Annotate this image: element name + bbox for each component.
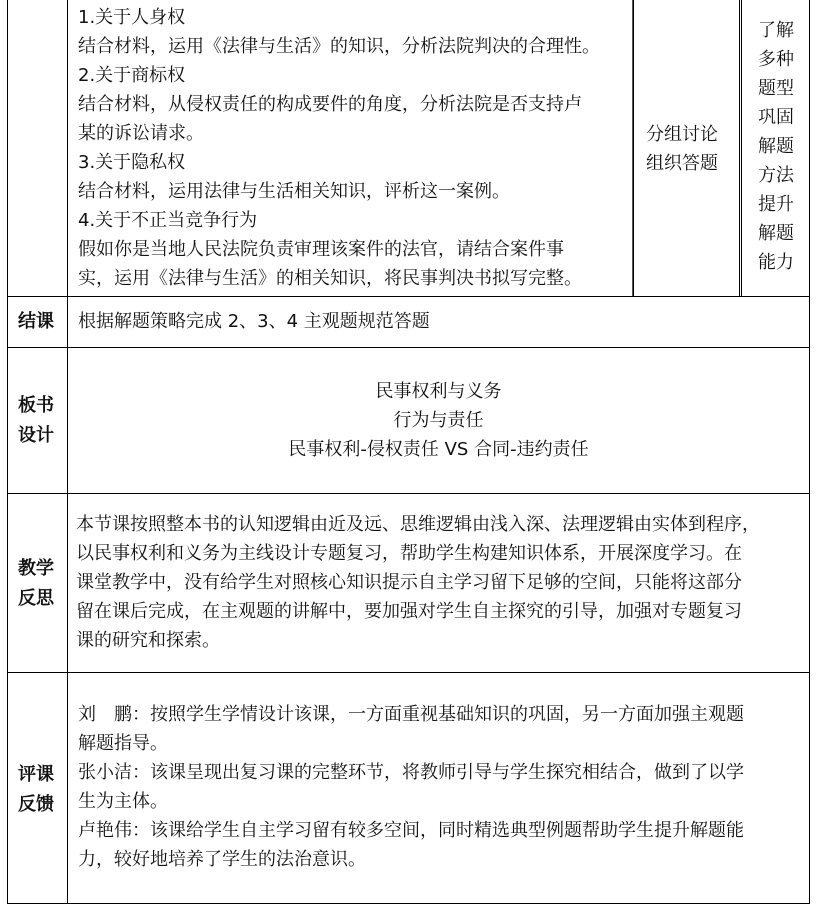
purpose-column-divider <box>739 0 740 296</box>
activity-column-divider-shadow <box>632 0 633 296</box>
reflection-header-line: 教学 <box>18 558 54 579</box>
reflection-line: 留在课后完成，在主观题的讲解中，要加强对学生自主探究的引导，加强对专题复习 <box>76 601 742 622</box>
feedback-line: 刘 鹏：按照学生学情设计该课，一方面重视基础知识的巩固，另一方面加强主观题 <box>78 704 744 725</box>
purpose-line: 多种 <box>758 49 794 70</box>
question-line: 2.关于商标权 <box>78 65 186 86</box>
summary-text: 根据解题策略完成 2、3、4 主观题规范答题 <box>78 311 430 332</box>
question-line: 实，运用《法律与生活》的相关知识，将民事判决书拟写完整。 <box>78 268 582 289</box>
question-line: 4.关于不正当竞争行为 <box>78 210 258 231</box>
purpose-line: 了解 <box>758 20 794 41</box>
summary-header: 结课 <box>18 311 54 332</box>
purpose-line: 题型 <box>758 78 794 99</box>
question-line: 结合材料，从侵权责任的构成要件的角度，分析法院是否支持卢 <box>78 94 582 115</box>
reflection-line: 课的研究和探索。 <box>76 630 220 651</box>
row-divider-2 <box>7 347 810 348</box>
feedback-line: 卢艳伟：该课给学生自主学习留有较多空间，同时精选典型例题帮助学生提升解题能 <box>78 820 744 841</box>
question-line: 1.关于人身权 <box>78 7 186 28</box>
feedback-line: 解题指导。 <box>78 733 168 754</box>
row-divider-4 <box>7 672 810 673</box>
feedback-line: 力，较好地培养了学生的法治意识。 <box>78 849 366 870</box>
board-header-line: 板书 <box>18 395 54 416</box>
reflection-header-line: 反思 <box>18 588 54 609</box>
question-line: 结合材料，运用《法律与生活》的知识，分析法院判决的合理性。 <box>78 36 600 57</box>
row-divider-1 <box>7 296 810 297</box>
purpose-line: 解题 <box>758 136 794 157</box>
feedback-line: 张小洁：该课呈现出复习课的完整环节，将教师引导与学生探究相结合，做到了以学 <box>78 762 744 783</box>
activity-line: 组织答题 <box>646 153 718 174</box>
question-line: 某的诉讼请求。 <box>78 123 204 144</box>
reflection-line: 本节课按照整本书的认知逻辑由近及远、思维逻辑由浅入深、法理逻辑由实体到程序， <box>76 514 760 535</box>
purpose-line: 巩固 <box>758 107 794 128</box>
board-line: 行为与责任 <box>393 410 484 431</box>
activity-column-divider-left <box>633 0 634 296</box>
row-divider-3 <box>7 493 810 494</box>
question-line: 假如你是当地人民法院负责审理该案件的法官，请结合案件事 <box>78 239 564 260</box>
reflection-line: 以民事权利和义务为主线设计专题复习，帮助学生构建知识体系，开展深度学习。在 <box>76 543 742 564</box>
purpose-line: 提升 <box>758 194 794 215</box>
purpose-line: 方法 <box>758 165 794 186</box>
question-line: 3.关于隐私权 <box>78 152 186 173</box>
question-line: 结合材料，运用法律与生活相关知识，评析这一案例。 <box>78 181 510 202</box>
activity-line: 分组讨论 <box>646 124 718 145</box>
table-border-bottom <box>7 903 810 904</box>
board-line: 民事权利-侵权责任 VS 合同-违约责任 <box>288 439 589 460</box>
table-border-right <box>809 0 810 903</box>
feedback-line: 生为主体。 <box>78 791 168 812</box>
purpose-line: 能力 <box>758 252 794 273</box>
purpose-cell <box>744 16 808 277</box>
feedback-header-line: 反馈 <box>18 794 54 815</box>
purpose-line: 解题 <box>758 223 794 244</box>
board-header-line: 设计 <box>18 425 54 446</box>
board-line: 民事权利与义务 <box>375 381 502 402</box>
purpose-column-divider-double <box>741 0 742 296</box>
reflection-line: 课堂教学中，没有给学生对照核心知识提示自主学习留下足够的空间，只能将这部分 <box>76 572 742 593</box>
feedback-header-line: 评课 <box>18 764 54 785</box>
